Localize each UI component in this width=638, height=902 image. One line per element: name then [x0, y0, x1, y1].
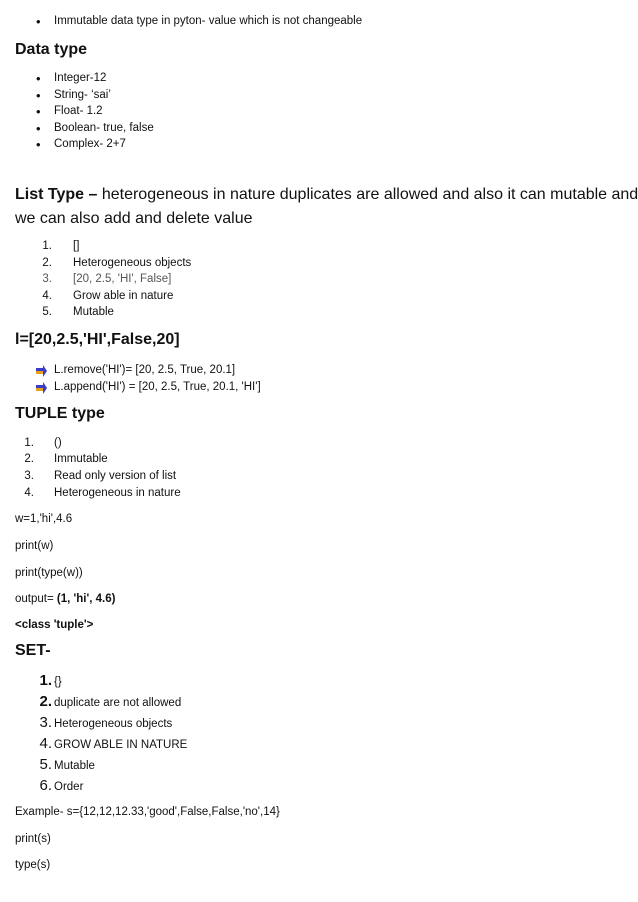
- arrow-bullet-icon: [34, 381, 48, 395]
- output-label: output=: [15, 593, 54, 605]
- code-line: print(w): [15, 540, 54, 552]
- list-example-item: L.remove('HI')= [20, 2.5, True, 20.1]: [34, 363, 434, 379]
- code-line: type(s): [15, 859, 51, 871]
- code-line: print(type(w)): [15, 567, 83, 579]
- class-line: <class 'tuple'>: [15, 619, 94, 631]
- set-item: 5. Mutable: [39, 756, 95, 773]
- code-line: Example- s={12,12,12.33,'good',False,False,'no',14}: [15, 806, 280, 818]
- set-item: 3. Heterogeneous objects: [39, 714, 173, 731]
- output-value: (1, 'hi', 4.6): [56, 593, 116, 605]
- list-example-item: L.append('HI') = [20, 2.5, True, 20.1, 'HI']: [34, 380, 434, 396]
- list-type-heading-rest: heterogeneous in nature duplicates are allowed and also it can mutable and: [97, 186, 638, 203]
- list-example-heading: l=[20,2.5,'HI',False,20]: [15, 331, 180, 348]
- arrow-bullet-icon: [34, 364, 48, 378]
- list-type-heading-bold: List Type –: [15, 186, 98, 203]
- tuple-heading: TUPLE type: [15, 405, 105, 422]
- list-type-heading: [15, 185, 638, 205]
- set-item: 6. Order: [39, 777, 84, 794]
- set-item: 2. duplicate are not allowed: [39, 693, 182, 710]
- data-type-item: • Float- 1.2: [54, 104, 103, 119]
- intro-bullet: • Immutable data type in pyton- value which is not changeable: [54, 14, 362, 29]
- data-type-heading: Data type: [15, 41, 88, 58]
- data-type-item: • Integer-12: [54, 71, 106, 86]
- code-line: print(s): [15, 833, 51, 845]
- code-line: w=1,'hi',4.6: [15, 513, 73, 525]
- set-item: 1. {}: [39, 672, 62, 689]
- output-line: [15, 592, 115, 607]
- list-type-heading-line2: we can also add and delete value: [15, 210, 253, 227]
- set-heading: SET-: [15, 642, 51, 659]
- data-type-item: • Complex- 2+7: [54, 137, 126, 152]
- data-type-item: • String- ‘sai’: [54, 88, 111, 103]
- data-type-item: • Boolean- true, false: [54, 121, 154, 136]
- set-item: 4. GROW ABLE IN NATURE: [39, 735, 188, 752]
